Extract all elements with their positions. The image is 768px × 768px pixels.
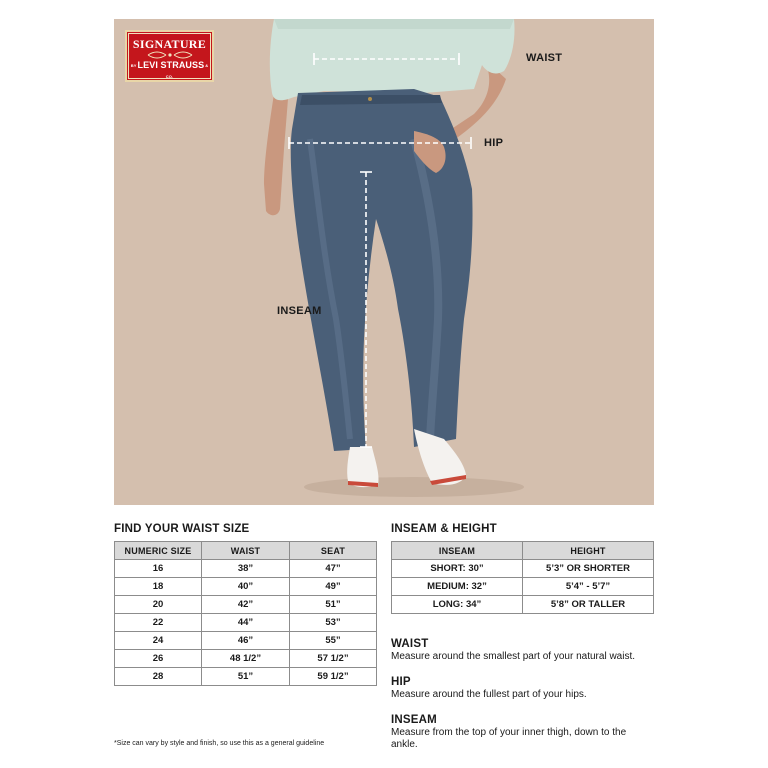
model-illustration — [114, 19, 654, 505]
table-header-row — [115, 542, 377, 560]
table-cell: 24 — [115, 632, 202, 650]
table-cell: 57 1/2” — [290, 650, 377, 668]
inseam-table-title: INSEAM & HEIGHT — [391, 523, 497, 535]
column-header: HEIGHT — [523, 542, 654, 560]
table-cell: 51” — [202, 668, 290, 686]
table-cell: 53” — [290, 614, 377, 632]
table-cell: 59 1/2” — [290, 668, 377, 686]
table-cell: 42” — [202, 596, 290, 614]
table-cell: 38” — [202, 560, 290, 578]
logo-by-text: BY — [130, 63, 137, 69]
table-cell: MEDIUM: 32” — [392, 578, 523, 596]
inseam-height-table — [391, 541, 654, 614]
table-cell: 5’4” - 5’7” — [523, 578, 654, 596]
table-cell: 40” — [202, 578, 290, 596]
logo-ornament-icon — [127, 50, 212, 60]
waist-table-title: FIND YOUR WAIST SIZE — [114, 523, 250, 535]
table-cell: 22 — [115, 614, 202, 632]
table-row — [115, 560, 377, 578]
waist-definition-title: WAIST — [391, 638, 429, 650]
waist-label: WAIST — [526, 52, 563, 64]
table-cell: 18 — [115, 578, 202, 596]
column-header: SEAT — [290, 542, 377, 560]
table-cell: 28 — [115, 668, 202, 686]
table-cell: SHORT: 30” — [392, 560, 523, 578]
table-row — [115, 596, 377, 614]
table-cell: 47” — [290, 560, 377, 578]
table-cell: LONG: 34” — [392, 596, 523, 614]
inseam-definition-title: INSEAM — [391, 714, 437, 726]
column-header: WAIST — [202, 542, 290, 560]
hip-definition-title: HIP — [391, 676, 411, 688]
table-cell: 44” — [202, 614, 290, 632]
logo-levi-strauss-text: LEVI STRAUSS — [137, 60, 205, 70]
table-cell: 5’3” OR SHORTER — [523, 560, 654, 578]
table-cell: 16 — [115, 560, 202, 578]
waist-definition-text: Measure around the smallest part of your natural waist. — [391, 651, 636, 662]
table-header-row — [392, 542, 654, 560]
hip-definition-text: Measure around the fullest part of your hips. — [391, 689, 587, 700]
table-row — [115, 650, 377, 668]
waist-size-table — [114, 541, 377, 686]
logo-co-text: & CO. — [165, 63, 209, 80]
table-cell: 55” — [290, 632, 377, 650]
column-header: INSEAM — [392, 542, 523, 560]
signature-levi-strauss-logo — [125, 30, 214, 82]
size-footnote: *Size can vary by style and finish, so use this as a general guideline — [114, 740, 325, 747]
table-cell: 51” — [290, 596, 377, 614]
table-row — [392, 578, 654, 596]
inseam-definition-text: Measure from the top of your inner thigh, down to the ankle. — [391, 727, 627, 750]
table-row — [115, 578, 377, 596]
table-row — [115, 614, 377, 632]
table-cell: 26 — [115, 650, 202, 668]
logo-signature-text: SIGNATURE — [132, 37, 207, 51]
column-header: NUMERIC SIZE — [115, 542, 202, 560]
table-row — [115, 632, 377, 650]
inseam-label: INSEAM — [277, 305, 322, 317]
table-cell: 49” — [290, 578, 377, 596]
table-cell: 20 — [115, 596, 202, 614]
hip-label: HIP — [484, 137, 504, 149]
table-cell: 48 1/2” — [202, 650, 290, 668]
table-row — [115, 668, 377, 686]
model-jeans-figure — [114, 19, 654, 505]
table-row — [392, 596, 654, 614]
table-cell: 5’8” OR TALLER — [523, 596, 654, 614]
table-row — [392, 560, 654, 578]
table-cell: 46” — [202, 632, 290, 650]
